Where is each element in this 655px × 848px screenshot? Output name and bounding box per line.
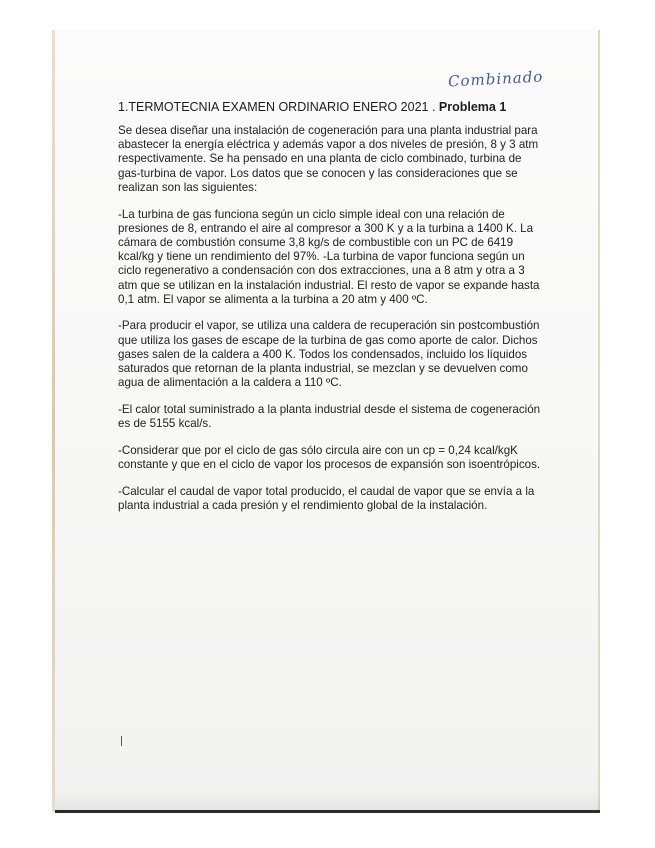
handwritten-annotation: Combinado (447, 67, 544, 91)
paragraph-gas-steam-turbine: -La turbina de gas funciona según un ciclo simple ideal con una relación de presiones de 8, entrando el aire al compresor a 300 K y a la turbina a 1400 K. La cámara de combustión consume 3,8 kg/s de combustible con un PC de 6419 kcal/kg y tiene un rendimiento del 97%. -La turbina de vapor funciona según un ciclo regenerativo a condensación con dos extracciones, una a 8 atm y otra a 3 atm que se utilizan en la instalación industrial. El resto de vapor se expande hasta 0,1 atm. El vapor se alimenta a la turbina a 20 atm y 400 ºC. (118, 207, 540, 306)
document-title (118, 100, 558, 114)
document-body (118, 124, 546, 526)
title-prefix: 1.TERMOTECNIA EXAMEN ORDINARIO ENERO 2021 . (118, 100, 439, 114)
paper-bottom-shade (55, 790, 600, 810)
paragraph-considerations: -Considerar que por el ciclo de gas sólo circula aire con un cp = 0,24 kcal/kgK constante y que en el ciclo de vapor los procesos de expansión son isoentrópicos. (118, 443, 541, 472)
paragraph-question: -Calcular el caudal de vapor total producido, el caudal de vapor que se envía a la planta industrial a cada presión y el rendimiento global de la instalación. (118, 484, 535, 512)
paper-bottom-edge (55, 810, 600, 813)
problem-label: Problema 1 (438, 100, 507, 114)
paragraph-total-heat: -El calor total suministrado a la planta industrial desde el sistema de cogeneración es de 5155 kcal/s. (118, 402, 541, 431)
paragraph-intro: Se desea diseñar una instalación de cogeneración para una planta industrial para abastecer la energía eléctrica y además vapor a dos niveles de presión, 8 y 3 atm respectivamente. Se ha pensado en una planta de ciclo combinado, turbina de gas-turbina de vapor. Los datos que se conocen y las consideraciones que se realizan son las siguientes: (118, 124, 539, 194)
margin-mark (121, 736, 122, 746)
paragraph-recovery-boiler: -Para producir el vapor, se utiliza una caldera de recuperación sin postcombustión que utiliza los gases de escape de la turbina de gas como aporte de calor. Dichos gases salen de la caldera a 400 K. Todos los condensados, incluido los líquidos saturados que retornan de la planta industrial, se mezclan y se devuelven como agua de alimentación a la caldera a 110 ºC. (118, 319, 540, 390)
paper-left-edge (52, 30, 55, 812)
